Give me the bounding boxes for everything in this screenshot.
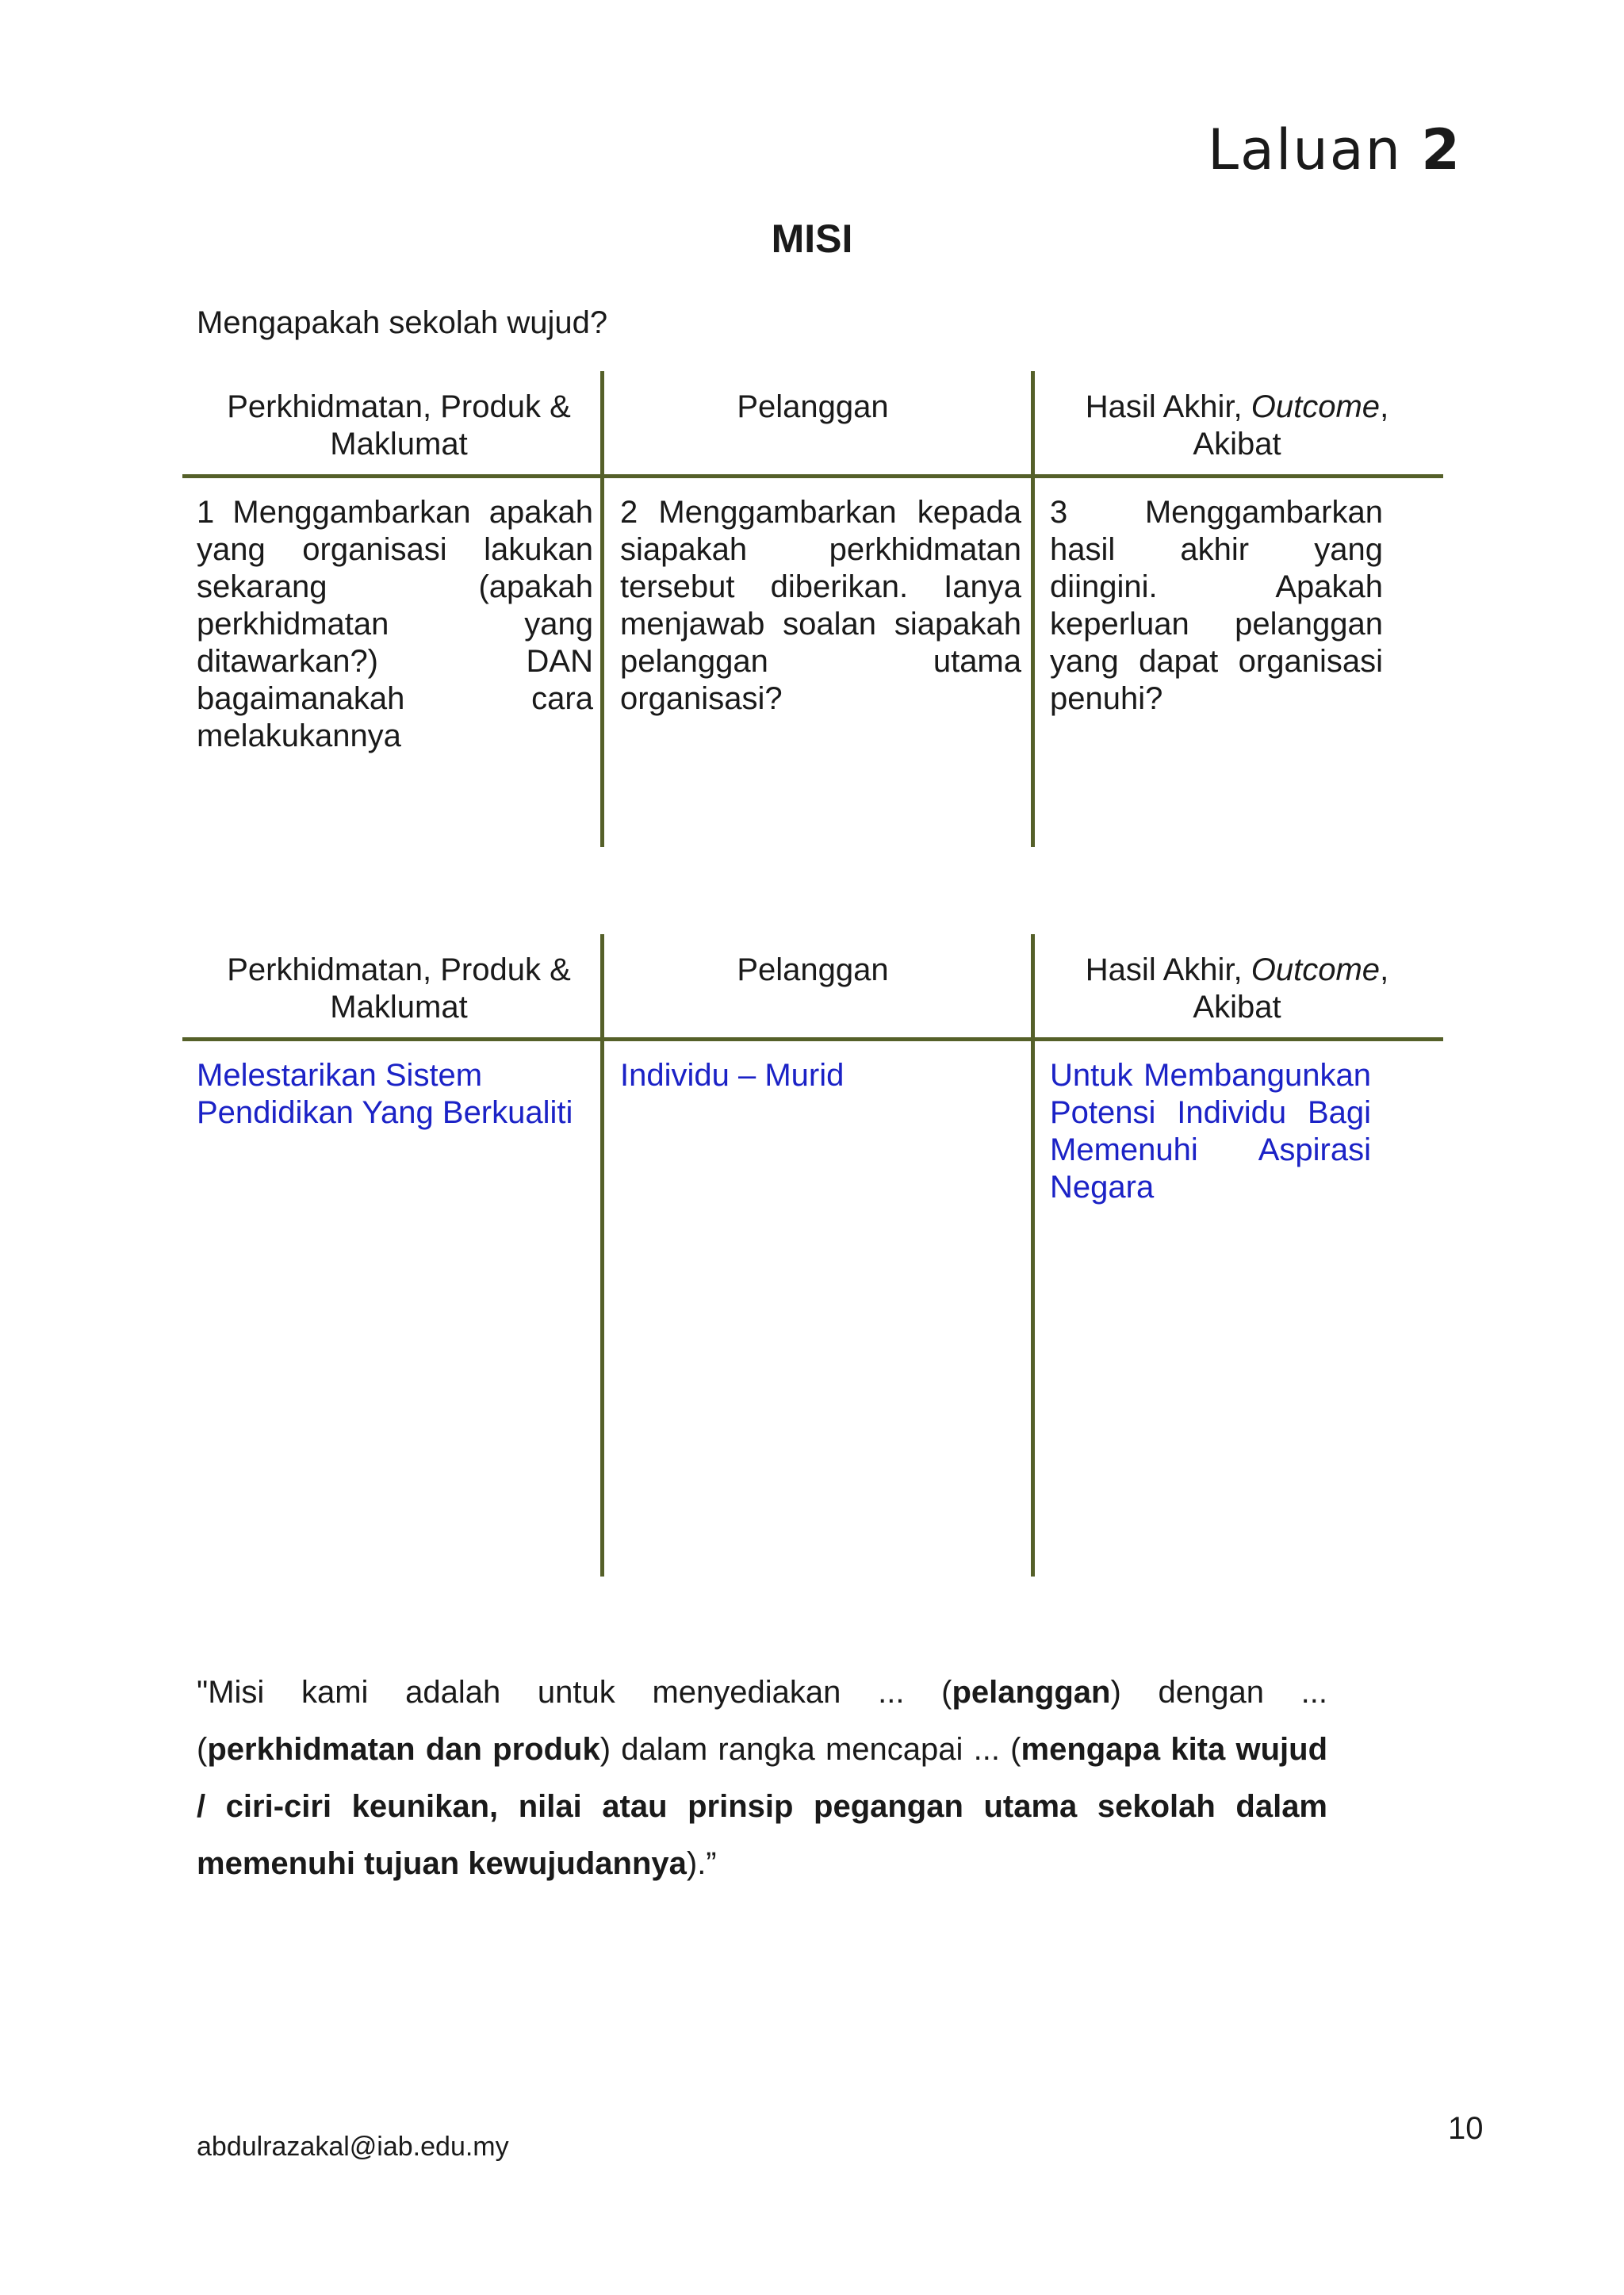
table1-header-outcome: Hasil Akhir, Outcome, Akibat xyxy=(1085,389,1389,462)
table1-divider-2 xyxy=(1031,371,1035,847)
table1-header-customers: Pelanggan xyxy=(737,389,889,424)
table1-cell-outcome: 3 Menggambarkan hasil akhir yang diingini. Apakah keperluan pelanggan yang dapat organisasi penuhi? xyxy=(1050,495,1383,716)
table2-header-customers: Pelanggan xyxy=(737,952,889,987)
table2-cell-outcome: Untuk Membangunkan Potensi Individu Bagi Memenuhi Aspirasi Negara xyxy=(1050,1058,1371,1205)
table1-header-rule xyxy=(182,474,1443,478)
table2-header-rule xyxy=(182,1037,1443,1041)
mission-statement-template: "Misi kami adalah untuk menyediakan ... (pelanggan) dengan ... (perkhidmatan dan produk) dalam rangka mencapai ... (mengapa kita wujud / ciri-ciri keunikan, nilai atau prinsip pegangan utama sekolah dalam memenuhi tujuan kewujudannya).” xyxy=(197,1675,1328,1881)
page-title: MISI xyxy=(771,216,853,261)
table1-header-services: Perkhidmatan, Produk & Maklumat xyxy=(227,389,571,462)
table1-divider-1 xyxy=(600,371,604,847)
table1-cell-customers: 2 Menggambarkan kepada siapakah perkhidmatan tersebut diberikan. Ianya menjawab soalan siapakah pelanggan utama organisasi? xyxy=(620,495,1021,716)
footer-email: abdulrazakal@iab.edu.my xyxy=(197,2132,509,2162)
table2-cell-customers: Individu – Murid xyxy=(620,1058,845,1093)
table2-divider-1 xyxy=(600,934,604,1577)
section-label-number: 2 xyxy=(1421,117,1461,182)
section-label xyxy=(1208,117,1461,182)
question-text: Mengapakah sekolah wujud? xyxy=(197,305,608,340)
mission-example-table xyxy=(182,934,1443,1577)
page-number: 10 xyxy=(1448,2111,1484,2146)
table2-header-outcome: Hasil Akhir, Outcome, Akibat xyxy=(1085,952,1389,1025)
table2-cell-services: Melestarikan Sistem Pendidikan Yang Berkualiti xyxy=(197,1058,573,1130)
table1-cell-services: 1 Menggambarkan apakah yang organisasi lakukan sekarang (apakah perkhidmatan yang ditawarkan?) DAN bagaimanakah cara melakukannya xyxy=(197,495,593,753)
mission-template-table xyxy=(182,371,1443,847)
section-label-word: Laluan xyxy=(1208,117,1403,182)
table2-header-services: Perkhidmatan, Produk & Maklumat xyxy=(227,952,571,1025)
table2-divider-2 xyxy=(1031,934,1035,1577)
